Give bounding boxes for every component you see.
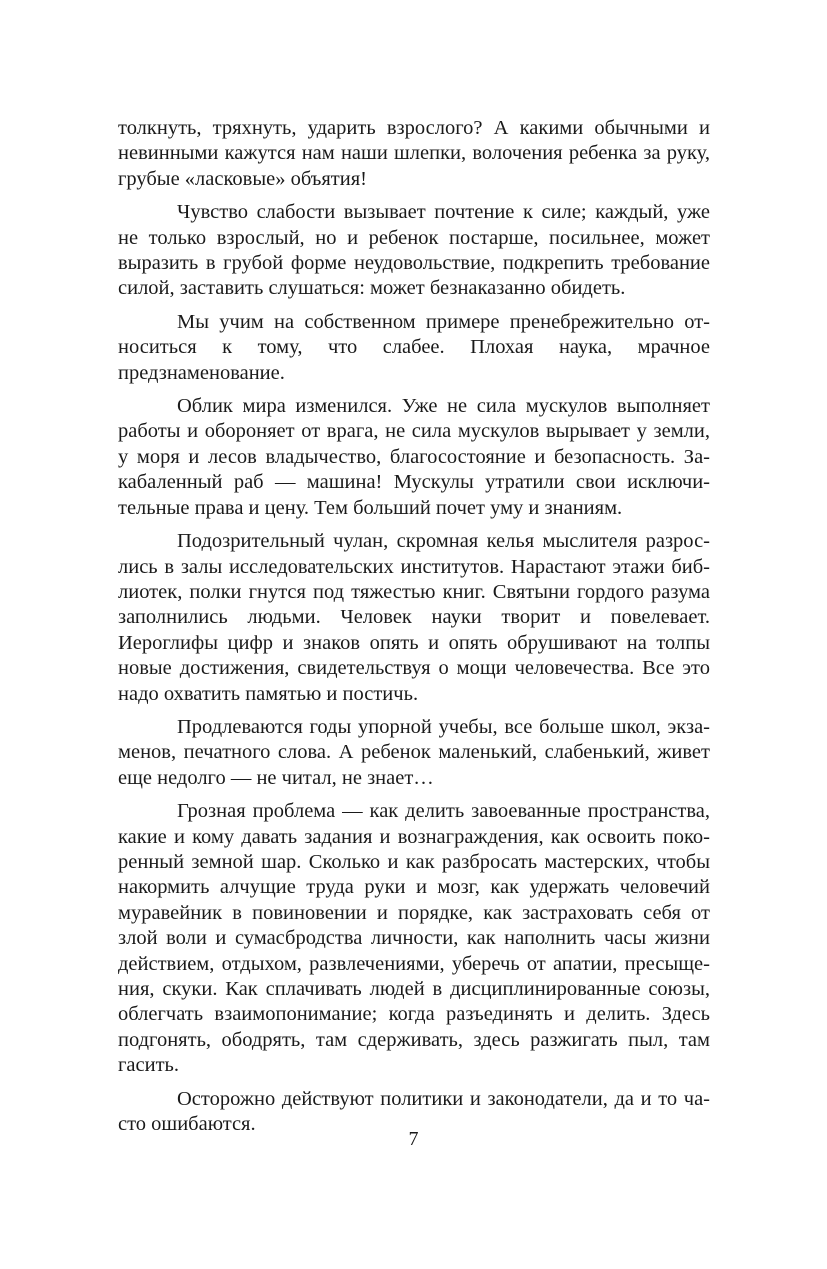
- paragraph-continued: толкнуть, тряхнуть, ударить взрослого? А какими обычными и невинными кажутся нам наши шлепки, волочения ребенка за руку, грубые «ласковые» объятия!: [118, 117, 710, 190]
- paragraph: Подозрительный чулан, скромная келья мыслителя разрослись в залы исследовательских институтов. Нарастают этажи библиотек, полки гнутся под тяжестью книг. Святыни гордого разума заполнились людьми. Человек науки творит и повелевает. Иероглифы цифр и знаков опять и опять обрушивают на толпы новые достижения, свидетельствуя о мощи человечества. Все это надо охватить памятью и постичь.: [118, 530, 710, 705]
- paragraph: Продлеваются годы упорной учебы, все больше школ, экзаменов, печатного слова. А ребенок маленький, слабенький, живет еще недолго — не читал, не знает…: [118, 715, 710, 789]
- paragraph: Чувство слабости вызывает почтение к силе; каждый, уже не только взрослый, но и ребенок постарше, посильнее, может выразить в грубой форме неудовольствие, подкрепить требование силой, заставить слушаться: может безнаказанно обидеть.: [118, 201, 710, 300]
- body-text: [118, 116, 710, 1145]
- paragraph: Осторожно действуют политики и законодатели, да и то часто ошибаются.: [118, 1087, 710, 1136]
- page-number: 7: [408, 1128, 419, 1150]
- paragraph: Грозная проблема — как делить завоеванные пространства, какие и кому давать задания и вознаграждения, как освоить покоренный земной шар. Сколько и как разбросать мастерских, чтобы накормить алчущие труда руки и мозг, как удержать человечий муравейник в повиновении и порядке, как застраховать себя от злой воли и сумасбродства личности, как наполнить часы жизни действием, отдыхом, развлечениями, уберечь от апатии, пресыщения, скуки. Как сплачивать людей в дисциплинированные союзы, облегчать взаимопонимание; когда разъединять и делить. Здесь подгонять, ободрять, там сдерживать, здесь разжигать пыл, там гасить.: [118, 800, 710, 1077]
- paragraph: Мы учим на собственном примере пренебрежительно относиться к тому, что слабее. Плохая наука, мрачное предзнаменование.: [118, 310, 710, 384]
- paragraph: Облик мира изменился. Уже не сила мускулов выполняет работы и обороняет от врага, не сила мускулов вырывает у земли, у моря и лесов владычество, благосостояние и безопасность. Закабаленный раб — машина! Мускулы утратили свои исключительные права и цену. Тем больший почет уму и знаниям.: [118, 395, 710, 519]
